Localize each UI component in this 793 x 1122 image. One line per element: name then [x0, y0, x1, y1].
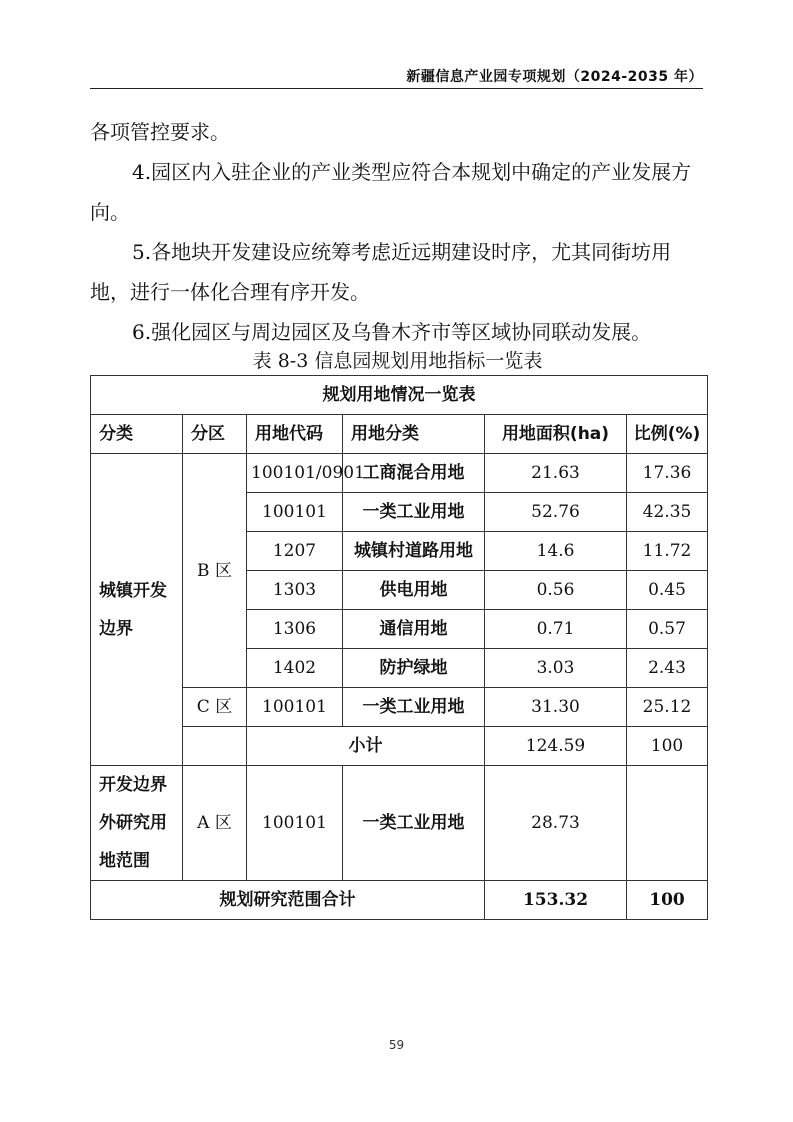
land-area: 0.71: [485, 610, 627, 649]
subtotal-area: 124.59: [485, 727, 627, 766]
land-code: 1303: [247, 571, 343, 610]
zone-b: B 区: [183, 454, 247, 688]
table-header-row: [91, 415, 708, 454]
zone-c: C 区: [183, 688, 247, 727]
land-type: 防护绿地: [343, 649, 485, 688]
land-ratio: 2.43: [627, 649, 708, 688]
land-area: 0.56: [485, 571, 627, 610]
table-title: 规划用地情况一览表: [91, 376, 708, 415]
paragraph-2: 4.园区内入驻企业的产业类型应符合本规划中确定的产业发展方向。: [90, 160, 692, 224]
land-code: 1207: [247, 532, 343, 571]
land-type: 一类工业用地: [343, 493, 485, 532]
land-code: 100101: [247, 766, 343, 881]
table-row: [91, 766, 708, 881]
land-type: 城镇村道路用地: [343, 532, 485, 571]
land-ratio: 17.36: [627, 454, 708, 493]
total-area: 153.32: [485, 881, 627, 920]
land-type: 一类工业用地: [343, 766, 485, 881]
paragraph-4: 6.强化园区与周边园区及乌鲁木齐市等区域协同联动发展。: [132, 320, 652, 344]
land-type: 供电用地: [343, 571, 485, 610]
header-category: 分类: [91, 415, 183, 454]
land-code: 100101/0901: [247, 454, 343, 493]
subtotal-row: [91, 727, 708, 766]
land-ratio: 0.45: [627, 571, 708, 610]
page-header: [90, 62, 703, 89]
paragraph-1: 各项管控要求。: [90, 120, 230, 144]
total-ratio: 100: [627, 881, 708, 920]
page-number: 59: [388, 1038, 405, 1052]
header-code: 用地代码: [247, 415, 343, 454]
land-area: 28.73: [485, 766, 627, 881]
header-type: 用地分类: [343, 415, 485, 454]
table-row: [91, 688, 708, 727]
header-ratio: 比例(%): [627, 415, 708, 454]
land-ratio: 25.12: [627, 688, 708, 727]
land-code: 1306: [247, 610, 343, 649]
subtotal-label: 小计: [247, 727, 485, 766]
subtotal-empty-zone: [183, 727, 247, 766]
subtotal-ratio: 100: [627, 727, 708, 766]
table-caption: 表 8-3 信息园规划用地指标一览表: [252, 350, 543, 372]
land-area: 3.03: [485, 649, 627, 688]
land-code: 100101: [247, 688, 343, 727]
land-ratio: 0.57: [627, 610, 708, 649]
table-row: [91, 454, 708, 493]
header-zone: 分区: [183, 415, 247, 454]
total-label: 规划研究范围合计: [91, 881, 485, 920]
land-use-table: [90, 375, 708, 920]
header-area: 用地面积(ha): [485, 415, 627, 454]
land-ratio: 42.35: [627, 493, 708, 532]
land-type: 一类工业用地: [343, 688, 485, 727]
land-type: 工商混合用地: [343, 454, 485, 493]
category-urban: 城镇开发边界: [91, 454, 183, 766]
paragraph-3: 5.各地块开发建设应统筹考虑近远期建设时序，尤其同街坊用地，进行一体化合理有序开发。: [90, 240, 672, 304]
table-title-row: [91, 376, 708, 415]
land-type: 通信用地: [343, 610, 485, 649]
land-code: 100101: [247, 493, 343, 532]
land-code: 1402: [247, 649, 343, 688]
land-area: 21.63: [485, 454, 627, 493]
category-outside: 开发边界外研究用地范围: [91, 766, 183, 881]
land-ratio: 11.72: [627, 532, 708, 571]
zone-a: A 区: [183, 766, 247, 881]
land-area: 31.30: [485, 688, 627, 727]
header-title: 新疆信息产业园专项规划（2024-2035 年）: [406, 69, 703, 85]
total-row: [91, 881, 708, 920]
land-area: 52.76: [485, 493, 627, 532]
land-area: 14.6: [485, 532, 627, 571]
land-ratio: [627, 766, 708, 881]
